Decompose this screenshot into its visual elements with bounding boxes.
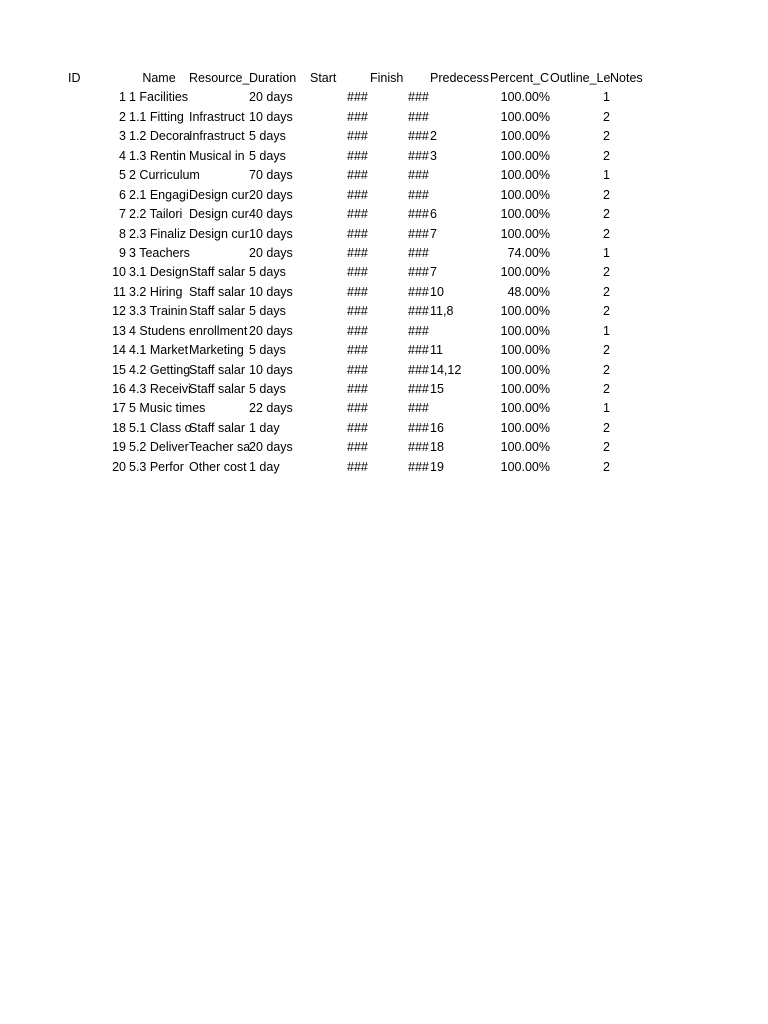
cell-resource: Staff salar xyxy=(189,382,246,396)
cell-duration: 5 days xyxy=(249,382,286,396)
table-row xyxy=(0,283,768,302)
cell-outline-level: 2 xyxy=(603,440,610,455)
cell-name: 3.3 Trainin xyxy=(129,304,188,319)
cell-percent-complete: 100.00% xyxy=(500,401,550,416)
cell-start: ### xyxy=(347,459,368,474)
cell-outline-level: 2 xyxy=(603,459,610,474)
cell-id: 5 xyxy=(119,168,126,183)
cell-outline-level: 2 xyxy=(603,207,610,222)
header-notes: Notes xyxy=(610,71,643,85)
cell-predecessors: 16 xyxy=(430,420,444,435)
table-row xyxy=(0,399,768,418)
cell-name: 3.2 Hiring xyxy=(129,284,183,299)
table-row xyxy=(0,361,768,380)
cell-finish: ### xyxy=(408,129,429,144)
cell-id: 9 xyxy=(119,245,126,260)
cell-resource: Other cost xyxy=(189,459,247,474)
cell-duration: 5 days xyxy=(249,343,286,358)
header-row xyxy=(0,69,768,88)
cell-outline-level: 2 xyxy=(603,148,610,163)
cell-finish: ### xyxy=(408,226,429,241)
cell-percent-complete: 74.00% xyxy=(507,245,550,260)
table-row xyxy=(0,263,768,282)
cell-resource: Marketing xyxy=(189,343,244,358)
cell-resource: Design cur xyxy=(189,226,249,241)
cell-start: ### xyxy=(347,382,368,396)
cell-finish: ### xyxy=(408,90,429,105)
cell-outline-level: 1 xyxy=(603,401,610,416)
table-row xyxy=(0,147,768,166)
cell-duration: 5 days xyxy=(249,304,286,319)
cell-percent-complete: 48.00% xyxy=(507,284,550,299)
cell-id: 11 xyxy=(113,284,126,299)
cell-name: 2 Curriculum xyxy=(129,168,200,183)
cell-resource: Design cur xyxy=(189,187,249,202)
cell-resource: Staff salar xyxy=(189,304,246,319)
cell-percent-complete: 100.00% xyxy=(500,420,550,435)
table-body xyxy=(0,88,768,477)
cell-name: 2.3 Finaliz xyxy=(129,226,186,241)
cell-finish: ### xyxy=(408,440,429,455)
cell-finish: ### xyxy=(408,207,429,222)
cell-start: ### xyxy=(347,401,368,416)
cell-finish: ### xyxy=(408,265,429,280)
cell-start: ### xyxy=(347,129,368,144)
cell-finish: ### xyxy=(408,168,429,183)
cell-outline-level: 2 xyxy=(603,109,610,124)
header-predecessors: Predecess xyxy=(430,71,490,85)
spreadsheet-table xyxy=(0,69,768,477)
cell-start: ### xyxy=(347,304,368,319)
cell-duration: 20 days xyxy=(249,323,293,338)
table-row xyxy=(0,88,768,107)
cell-percent-complete: 100.00% xyxy=(500,362,550,377)
cell-duration: 10 days xyxy=(249,284,293,299)
cell-name: 5.1 Class o xyxy=(129,420,192,435)
cell-start: ### xyxy=(347,440,368,455)
table-row xyxy=(0,302,768,321)
cell-finish: ### xyxy=(408,187,429,202)
cell-id: 19 xyxy=(112,440,126,455)
cell-outline-level: 2 xyxy=(603,343,610,358)
cell-duration: 10 days xyxy=(249,362,293,377)
cell-percent-complete: 100.00% xyxy=(500,168,550,183)
cell-outline-level: 2 xyxy=(603,226,610,241)
cell-name: 1.2 Decora xyxy=(129,129,191,144)
cell-name: 5.3 Perfor xyxy=(129,459,184,474)
cell-predecessors: 7 xyxy=(430,226,437,241)
cell-duration: 20 days xyxy=(249,440,293,455)
cell-start: ### xyxy=(347,90,368,105)
table-row xyxy=(0,438,768,457)
cell-name: 5 Music times xyxy=(129,401,206,416)
header-id: ID xyxy=(68,71,81,85)
cell-name: 2.1 Engagi xyxy=(129,187,189,202)
table-row xyxy=(0,341,768,360)
table-row xyxy=(0,205,768,224)
cell-start: ### xyxy=(347,226,368,241)
cell-predecessors: 7 xyxy=(430,265,437,280)
cell-name: 4 Studens xyxy=(129,323,186,338)
cell-id: 14 xyxy=(112,343,126,358)
cell-outline-level: 1 xyxy=(603,168,610,183)
cell-id: 16 xyxy=(112,382,126,396)
cell-percent-complete: 100.00% xyxy=(500,187,550,202)
cell-resource: Staff salar xyxy=(189,284,246,299)
table-row xyxy=(0,380,768,399)
table-row xyxy=(0,108,768,127)
cell-finish: ### xyxy=(408,304,429,319)
cell-id: 20 xyxy=(112,459,126,474)
table-row xyxy=(0,225,768,244)
cell-duration: 10 days xyxy=(249,109,293,124)
header-finish: Finish xyxy=(370,71,404,85)
cell-resource: Infrastruct xyxy=(189,109,245,124)
cell-resource: Teacher sa xyxy=(189,440,251,455)
cell-percent-complete: 100.00% xyxy=(500,109,550,124)
cell-percent-complete: 100.00% xyxy=(500,226,550,241)
cell-predecessors: 11 xyxy=(430,343,443,358)
cell-start: ### xyxy=(347,168,368,183)
table-row xyxy=(0,419,768,438)
cell-outline-level: 2 xyxy=(603,129,610,144)
cell-finish: ### xyxy=(408,284,429,299)
cell-finish: ### xyxy=(408,401,429,416)
header-name: Name xyxy=(142,71,176,85)
cell-duration: 1 day xyxy=(249,459,280,474)
cell-finish: ### xyxy=(408,245,429,260)
cell-percent-complete: 100.00% xyxy=(500,323,550,338)
cell-name: 1.1 Fitting xyxy=(129,109,184,124)
cell-duration: 10 days xyxy=(249,226,293,241)
cell-duration: 5 days xyxy=(249,148,286,163)
cell-duration: 5 days xyxy=(249,265,286,280)
cell-finish: ### xyxy=(408,148,429,163)
cell-outline-level: 2 xyxy=(603,420,610,435)
cell-outline-level: 1 xyxy=(603,245,610,260)
cell-name: 4.1 Market xyxy=(129,343,189,358)
table-row xyxy=(0,244,768,263)
cell-outline-level: 1 xyxy=(603,90,610,105)
cell-resource: Staff salar xyxy=(189,265,246,280)
cell-id: 8 xyxy=(119,226,126,241)
cell-finish: ### xyxy=(408,109,429,124)
cell-outline-level: 2 xyxy=(603,284,610,299)
table-row xyxy=(0,322,768,341)
cell-outline-level: 2 xyxy=(603,382,610,396)
cell-name: 1 Facilities xyxy=(129,90,189,105)
header-duration: Duration xyxy=(249,71,297,85)
cell-percent-complete: 100.00% xyxy=(500,90,550,105)
cell-start: ### xyxy=(347,420,368,435)
cell-name: 3.1 Design xyxy=(129,265,189,280)
cell-resource: Infrastruct xyxy=(189,129,245,144)
cell-id: 12 xyxy=(112,304,126,319)
cell-duration: 70 days xyxy=(249,168,293,183)
cell-finish: ### xyxy=(408,459,429,474)
cell-start: ### xyxy=(347,207,368,222)
cell-start: ### xyxy=(347,109,368,124)
cell-duration: 20 days xyxy=(249,187,293,202)
cell-percent-complete: 100.00% xyxy=(500,343,550,358)
table-row xyxy=(0,166,768,185)
table-row xyxy=(0,186,768,205)
cell-duration: 20 days xyxy=(249,245,293,260)
cell-name: 3 Teachers xyxy=(129,245,190,260)
cell-id: 3 xyxy=(119,129,126,144)
cell-resource: Staff salar xyxy=(189,420,246,435)
header-start: Start xyxy=(310,71,337,85)
cell-finish: ### xyxy=(408,382,429,396)
cell-finish: ### xyxy=(408,323,429,338)
cell-duration: 22 days xyxy=(249,401,293,416)
cell-percent-complete: 100.00% xyxy=(500,459,550,474)
table-row xyxy=(0,458,768,477)
cell-start: ### xyxy=(347,265,368,280)
cell-predecessors: 15 xyxy=(430,382,444,396)
cell-duration: 20 days xyxy=(249,90,293,105)
cell-id: 6 xyxy=(119,187,126,202)
cell-name: 5.2 Deliver xyxy=(129,440,189,455)
cell-finish: ### xyxy=(408,343,429,358)
cell-name: 4.3 Receivi xyxy=(129,382,191,396)
cell-outline-level: 1 xyxy=(603,323,610,338)
cell-outline-level: 2 xyxy=(603,304,610,319)
cell-start: ### xyxy=(347,148,368,163)
cell-start: ### xyxy=(347,343,368,358)
table-row xyxy=(0,127,768,146)
cell-predecessors: 6 xyxy=(430,207,437,222)
cell-name: 2.2 Tailori xyxy=(129,207,183,222)
cell-predecessors: 10 xyxy=(430,284,444,299)
cell-id: 18 xyxy=(112,420,126,435)
cell-percent-complete: 100.00% xyxy=(500,265,550,280)
header-outline-level: Outline_Le xyxy=(550,71,611,85)
cell-id: 1 xyxy=(119,90,126,105)
cell-id: 2 xyxy=(119,109,126,124)
cell-percent-complete: 100.00% xyxy=(500,129,550,144)
cell-id: 13 xyxy=(112,323,126,338)
cell-duration: 1 day xyxy=(249,420,280,435)
cell-start: ### xyxy=(347,245,368,260)
cell-predecessors: 11,8 xyxy=(430,304,454,319)
cell-percent-complete: 100.00% xyxy=(500,304,550,319)
cell-id: 17 xyxy=(112,401,126,416)
cell-predecessors: 18 xyxy=(430,440,444,455)
cell-id: 10 xyxy=(112,265,126,280)
cell-start: ### xyxy=(347,187,368,202)
cell-name: 4.2 Getting xyxy=(129,362,191,377)
cell-percent-complete: 100.00% xyxy=(500,440,550,455)
cell-outline-level: 2 xyxy=(603,187,610,202)
cell-name: 1.3 Rentin xyxy=(129,148,186,163)
cell-start: ### xyxy=(347,362,368,377)
cell-resource: enrollment xyxy=(189,323,248,338)
cell-finish: ### xyxy=(408,362,429,377)
header-resource: Resource_ xyxy=(189,71,250,85)
cell-percent-complete: 100.00% xyxy=(500,207,550,222)
cell-duration: 40 days xyxy=(249,207,293,222)
cell-predecessors: 3 xyxy=(430,148,437,163)
cell-outline-level: 2 xyxy=(603,265,610,280)
cell-id: 4 xyxy=(119,148,126,163)
cell-percent-complete: 100.00% xyxy=(500,382,550,396)
cell-finish: ### xyxy=(408,420,429,435)
cell-predecessors: 14,12 xyxy=(430,362,462,377)
cell-id: 7 xyxy=(119,207,126,222)
cell-predecessors: 19 xyxy=(430,459,444,474)
cell-id: 15 xyxy=(112,362,126,377)
header-percent-complete: Percent_C xyxy=(490,71,550,85)
cell-start: ### xyxy=(347,323,368,338)
cell-start: ### xyxy=(347,284,368,299)
cell-duration: 5 days xyxy=(249,129,286,144)
cell-resource: Staff salar xyxy=(189,362,246,377)
cell-predecessors: 2 xyxy=(430,129,437,144)
cell-percent-complete: 100.00% xyxy=(500,148,550,163)
cell-resource: Design cur xyxy=(189,207,249,222)
cell-resource: Musical in xyxy=(189,148,245,163)
cell-outline-level: 2 xyxy=(603,362,610,377)
